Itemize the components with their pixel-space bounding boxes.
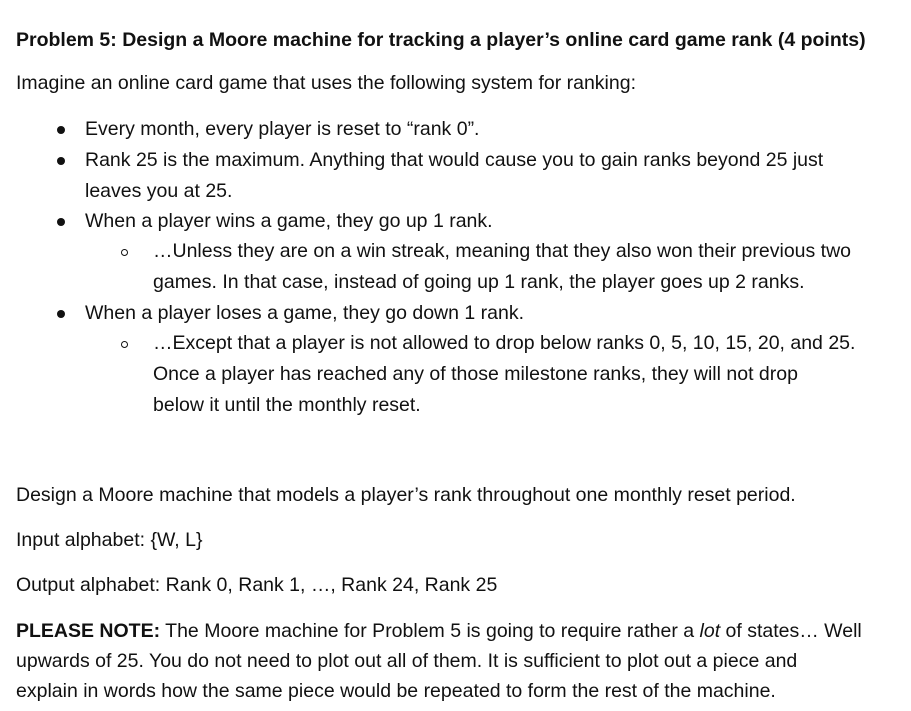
bullet-4-text: When a player loses a game, they go down 1 rank. bbox=[85, 302, 524, 324]
bullet-icon bbox=[57, 218, 65, 226]
bullet-2-text-line2: leaves you at 25. bbox=[85, 180, 233, 202]
problem-title: Problem 5: Design a Moore machine for tracking a player’s online card game rank (4 points) bbox=[16, 29, 866, 51]
bullet-icon bbox=[57, 157, 65, 165]
bullet-3-text: When a player wins a game, they go up 1 rank. bbox=[85, 210, 493, 232]
note-italic-word: lot bbox=[699, 620, 721, 642]
output-alphabet: Output alphabet: Rank 0, Rank 1, …, Rank 24, Rank 25 bbox=[16, 574, 498, 596]
bullet-4-sub-text-line1: …Except that a player is not allowed to drop below ranks 0, 5, 10, 15, 20, and 25. bbox=[153, 332, 856, 354]
note-line-1 bbox=[16, 620, 862, 643]
sub-bullet-icon bbox=[121, 341, 128, 348]
bullet-1-text: Every month, every player is reset to “rank 0”. bbox=[85, 118, 480, 140]
note-line-2: upwards of 25. You do not need to plot out all of them. It is sufficient to plot out a piece and bbox=[16, 650, 798, 672]
note-line-1-text: The Moore machine for Problem 5 is going to require rather a bbox=[160, 620, 700, 642]
bullet-icon bbox=[57, 126, 65, 134]
bullet-4-sub-text-line2: Once a player has reached any of those milestone ranks, they will not drop bbox=[153, 363, 798, 385]
bullet-3-sub-text-line1: …Unless they are on a win streak, meaning that they also won their previous two bbox=[153, 240, 852, 262]
bullet-icon bbox=[57, 310, 65, 318]
input-alphabet: Input alphabet: {W, L} bbox=[16, 529, 203, 551]
bullet-4-sub-text-line3: below it until the monthly reset. bbox=[153, 394, 421, 416]
bullet-3-sub-text-line2: games. In that case, instead of going up 1 rank, the player goes up 2 ranks. bbox=[153, 271, 805, 293]
note-line-1-end: of states… Well bbox=[720, 620, 862, 642]
note-line-3: explain in words how the same piece would be repeated to form the rest of the machine. bbox=[16, 680, 776, 702]
sub-bullet-icon bbox=[121, 249, 128, 256]
note-label: PLEASE NOTE: bbox=[16, 620, 161, 642]
intro-text: Imagine an online card game that uses the following system for ranking: bbox=[16, 72, 637, 94]
bullet-2-text-line1: Rank 25 is the maximum. Anything that would cause you to gain ranks beyond 25 just bbox=[85, 149, 824, 171]
design-instruction: Design a Moore machine that models a player’s rank throughout one monthly reset period. bbox=[16, 484, 796, 506]
